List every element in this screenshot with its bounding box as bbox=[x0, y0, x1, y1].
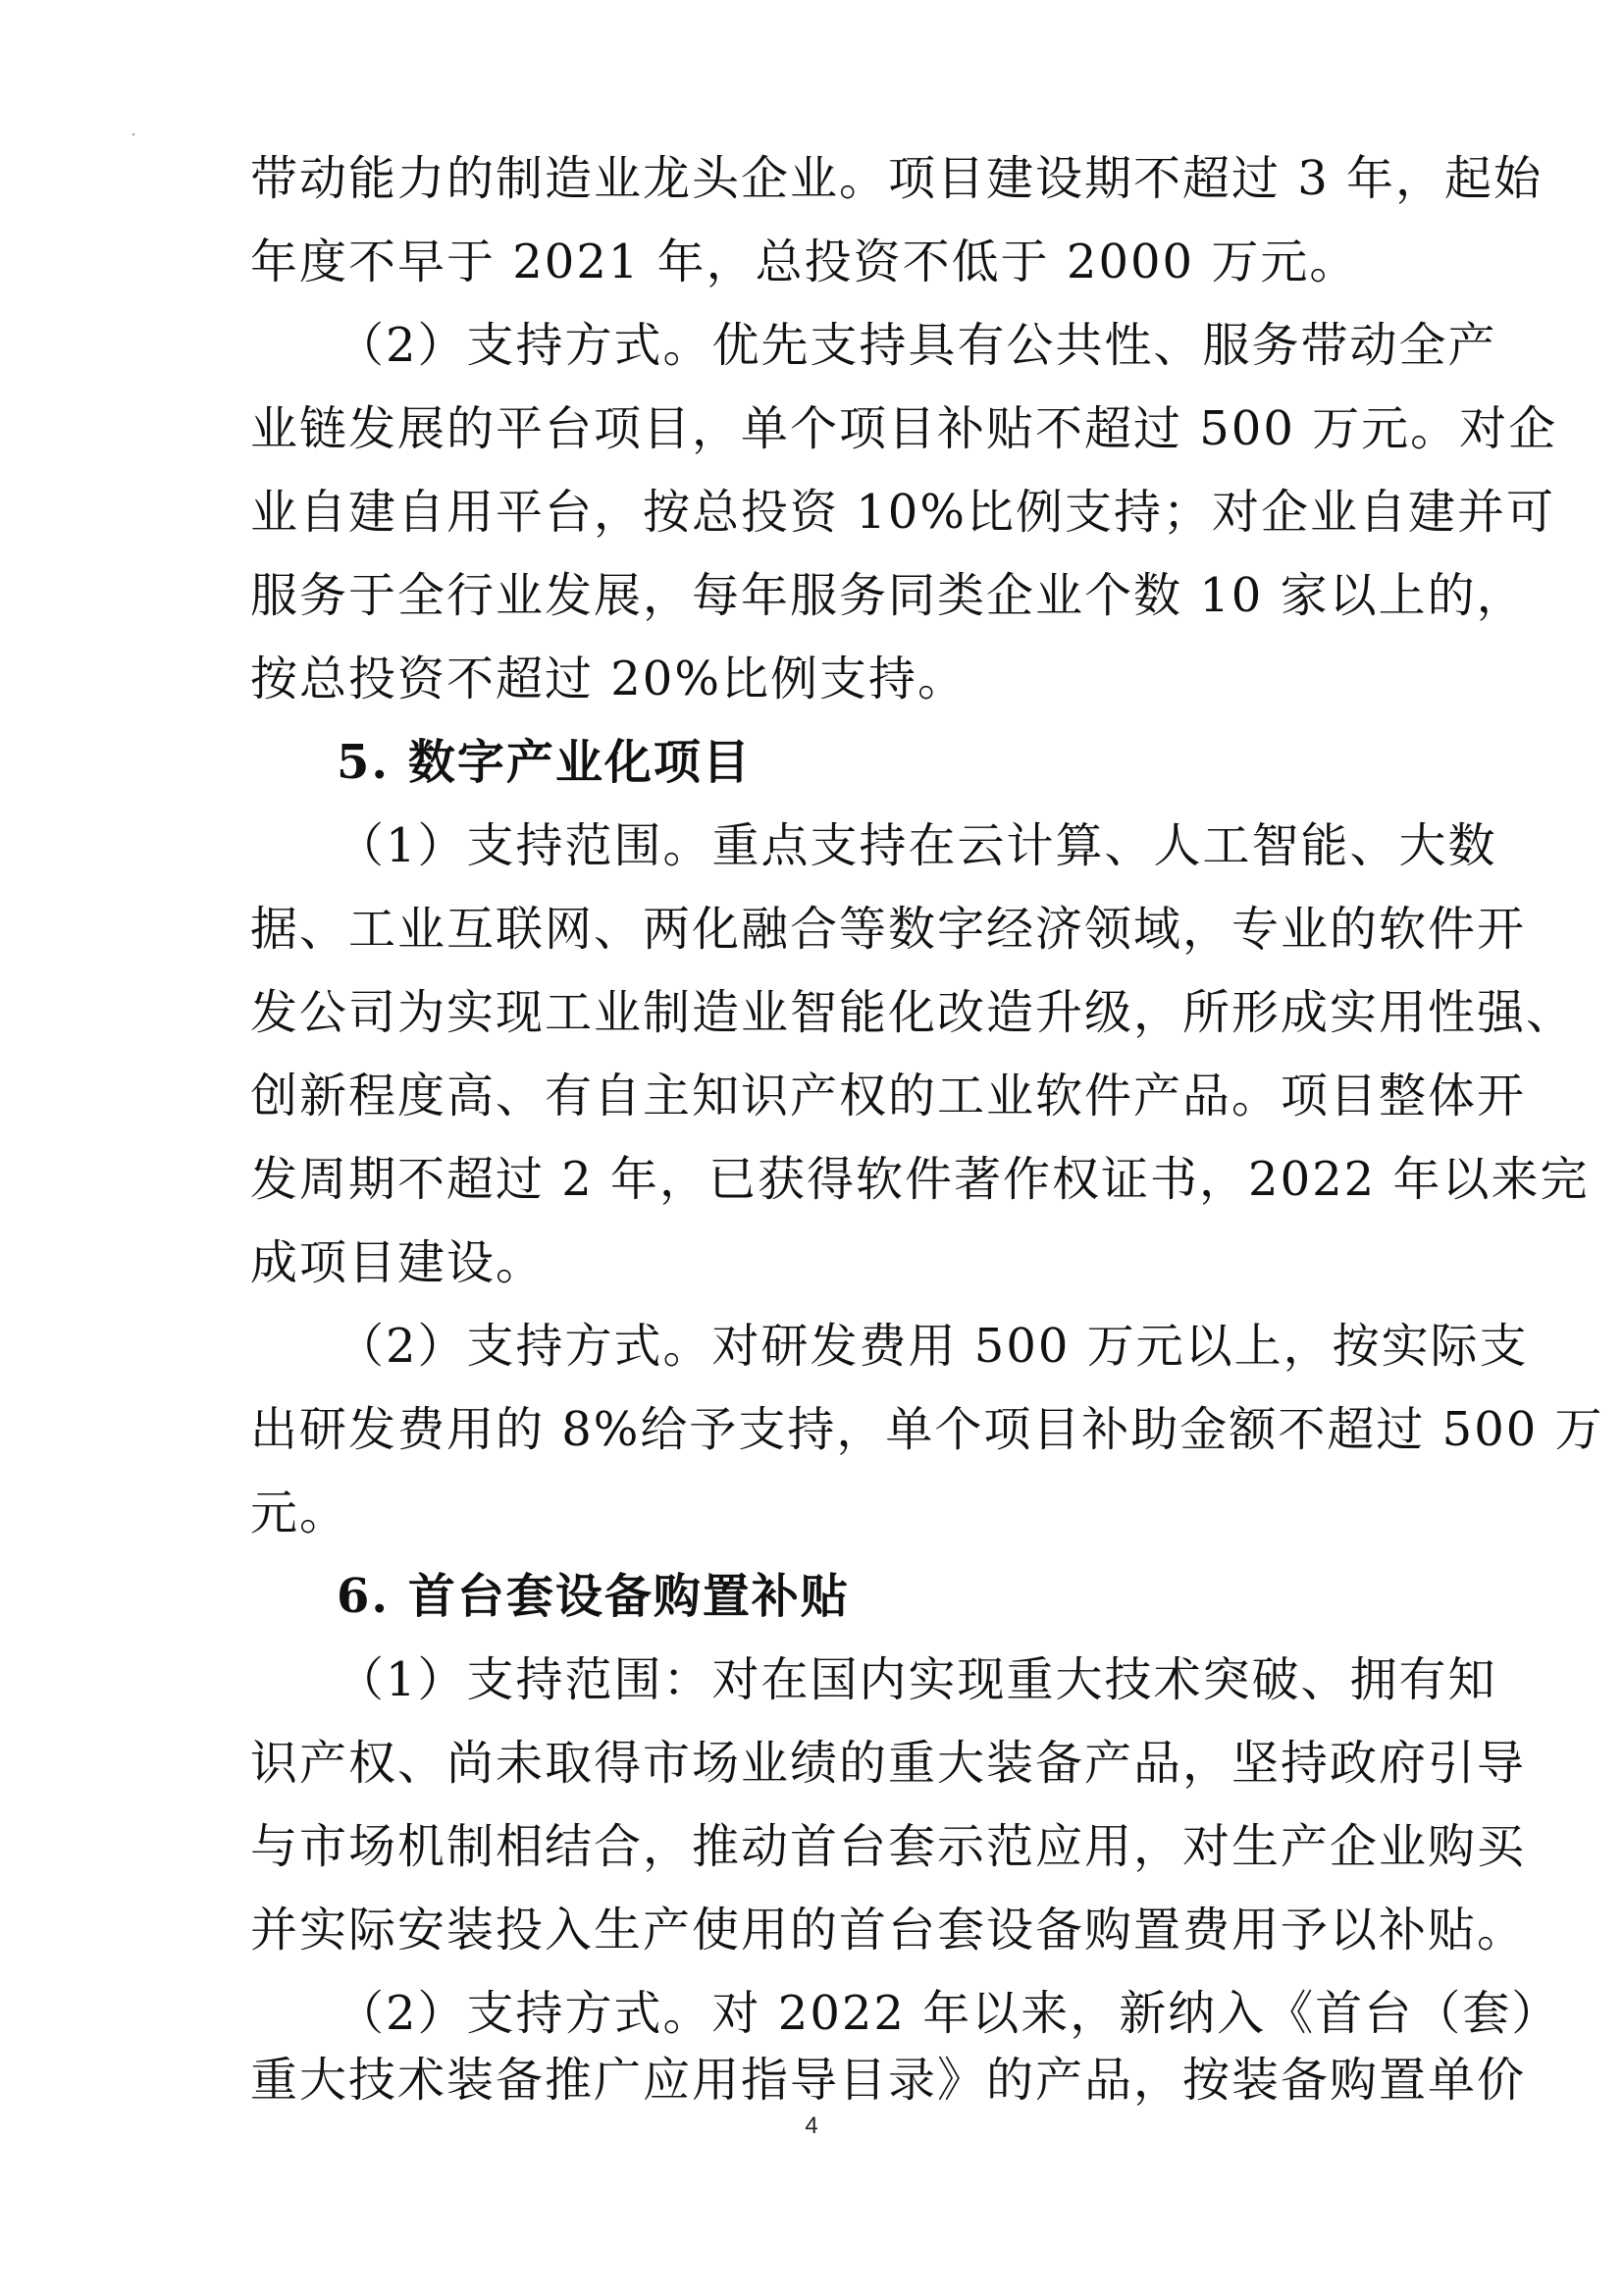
text-line: 与市场机制相结合，推动首台套示范应用，对生产企业购买 bbox=[250, 1819, 1527, 1874]
text-line: （1）支持范围：对在国内实现重大技术突破、拥有知 bbox=[337, 1652, 1497, 1707]
text-line: 业链发展的平台项目，单个项目补贴不超过 500 万元。对企 bbox=[250, 401, 1558, 456]
text-line: 据、工业互联网、两化融合等数字经济领域，专业的软件开 bbox=[250, 902, 1527, 957]
text-line: 带动能力的制造业龙头企业。项目建设期不超过 3 年，起始 bbox=[250, 151, 1544, 206]
section-heading: 5. 数字产业化项目 bbox=[337, 735, 752, 790]
section-heading: 6. 首台套设备购置补贴 bbox=[337, 1569, 850, 1624]
text-line: 发公司为实现工业制造业智能化改造升级，所形成实用性强、 bbox=[250, 985, 1576, 1040]
text-line: 发周期不超过 2 年，已获得软件著作权证书，2022 年以来完 bbox=[250, 1152, 1590, 1207]
text-line: （1）支持范围。重点支持在云计算、人工智能、大数 bbox=[337, 818, 1497, 873]
scan-speck bbox=[132, 133, 134, 135]
text-line: 重大技术装备推广应用指导目录》的产品，按装备购置单价 bbox=[250, 2053, 1527, 2108]
text-line: 识产权、尚未取得市场业绩的重大装备产品，坚持政府引导 bbox=[250, 1736, 1527, 1791]
text-line: （2）支持方式。优先支持具有公共性、服务带动全产 bbox=[337, 318, 1497, 373]
text-line: 年度不早于 2021 年，总投资不低于 2000 万元。 bbox=[250, 235, 1359, 289]
text-line: 按总投资不超过 20%比例支持。 bbox=[250, 652, 967, 706]
text-line: （2）支持方式。对研发费用 500 万元以上，按实际支 bbox=[337, 1319, 1529, 1374]
text-line: 服务于全行业发展，每年服务同类企业个数 10 家以上的， bbox=[250, 568, 1526, 623]
text-line: 元。 bbox=[250, 1486, 349, 1540]
text-line: 业自建自用平台，按总投资 10%比例支持；对企业自建并可 bbox=[250, 485, 1555, 540]
text-line: 创新程度高、有自主知识产权的工业软件产品。项目整体开 bbox=[250, 1069, 1527, 1123]
page-number: 4 bbox=[805, 2113, 818, 2139]
text-line: 出研发费用的 8%给予支持，单个项目补助金额不超过 500 万 bbox=[250, 1402, 1604, 1457]
text-line: 并实际安装投入生产使用的首台套设备购置费用予以补贴。 bbox=[250, 1903, 1527, 1957]
text-line: 成项目建设。 bbox=[250, 1235, 546, 1290]
text-line: （2）支持方式。对 2022 年以来，新纳入《首台（套） bbox=[337, 1986, 1561, 2041]
